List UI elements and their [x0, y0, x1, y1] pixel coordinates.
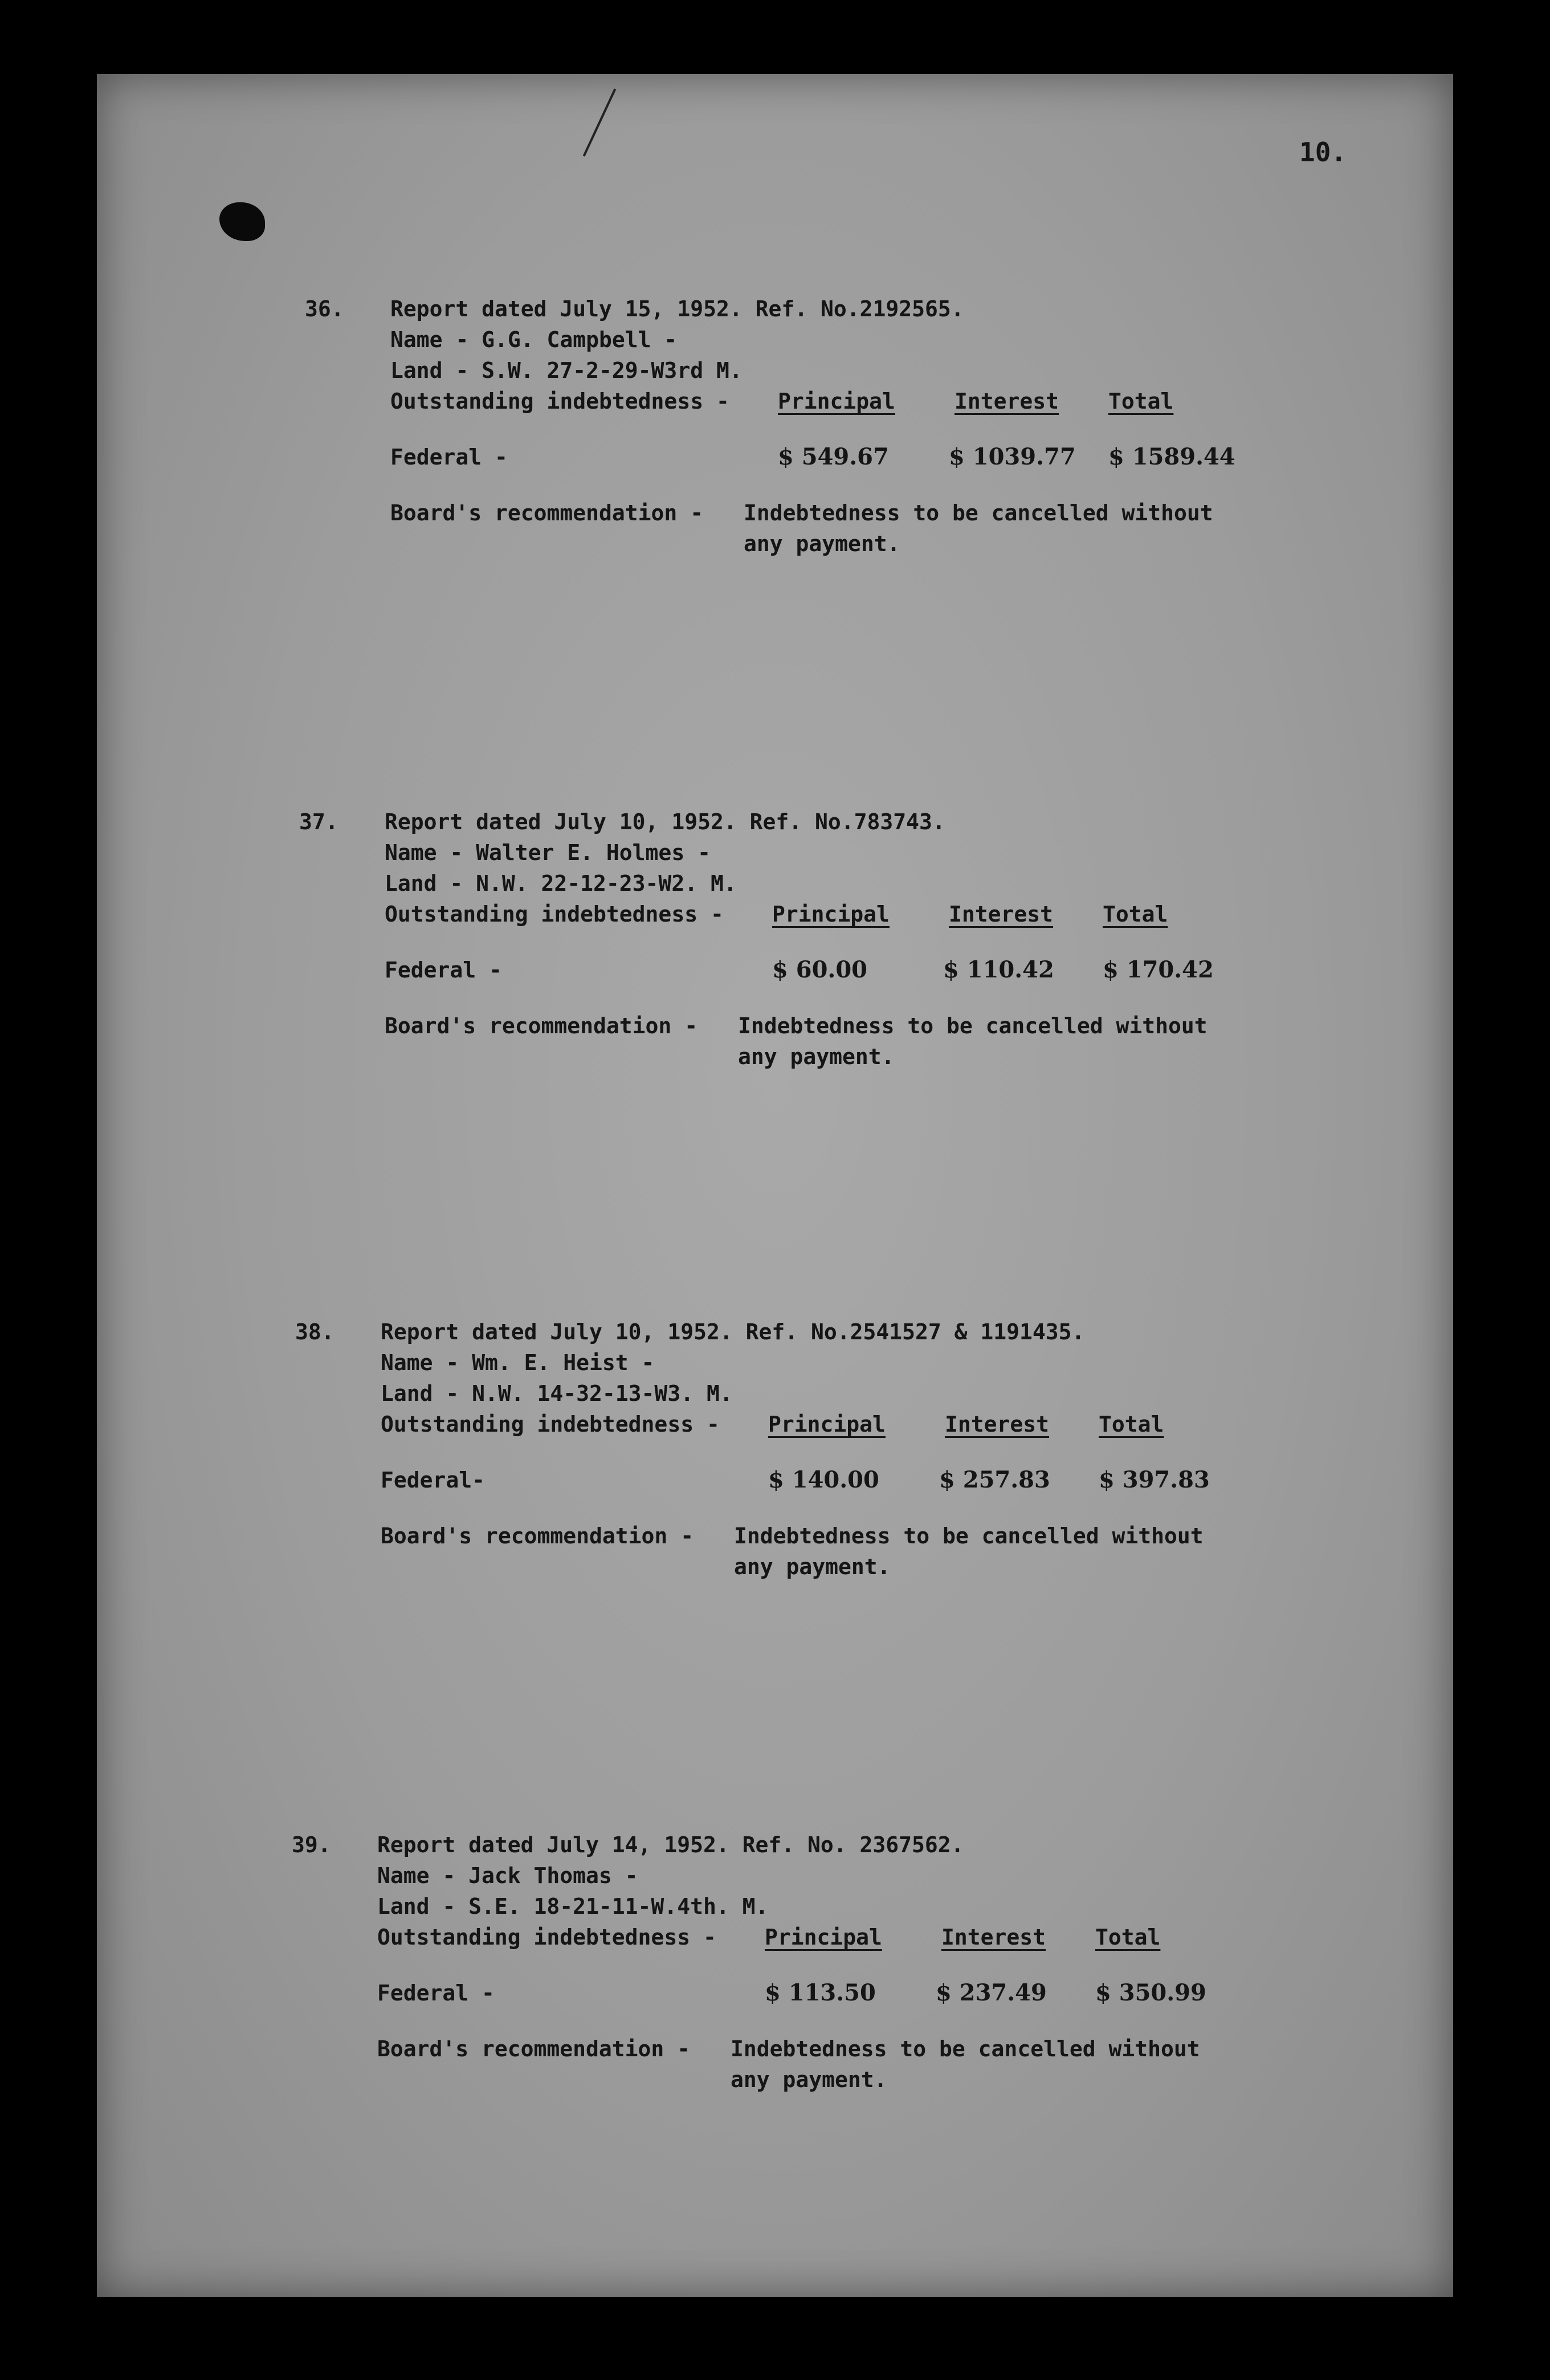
principal-header: Principal [765, 1925, 882, 1950]
recommendation-text-continued: any payment. [738, 1044, 895, 1069]
principal-header: Principal [778, 389, 895, 414]
report-line: Report dated July 15, 1952. Ref. No.2192565. [390, 296, 964, 321]
entry-38 [295, 1317, 1210, 1582]
federal-amounts-row [381, 1465, 1210, 1495]
interest-header: Interest [941, 1925, 1046, 1950]
entry-number: 37. [299, 809, 338, 834]
report-line: Report dated July 14, 1952. Ref. No. 2367562. [377, 1832, 964, 1857]
entry-number: 39. [292, 1832, 331, 1857]
land-line: Land - N.W. 22-12-23-W2. M. [385, 871, 737, 896]
recommendation-text-continued: any payment. [744, 531, 900, 556]
recommendation [390, 498, 1213, 559]
recommendation-text: Indebtedness to be cancelled without [734, 1523, 1204, 1548]
recommendation-text-continued: any payment. [734, 1554, 891, 1579]
report-line: Report dated July 10, 1952. Ref. No.783743. [385, 809, 945, 834]
recommendation-text: Indebtedness to be cancelled without [731, 2036, 1200, 2061]
recommendation-text: Indebtedness to be cancelled without [738, 1013, 1208, 1038]
indebtedness-header-row [390, 386, 1174, 417]
interest-value: $ 237.49 [936, 1979, 1047, 2006]
total-header: Total [1108, 389, 1174, 414]
total-header: Total [1095, 1925, 1161, 1950]
total-value: $ 170.42 [1103, 956, 1214, 983]
principal-header: Principal [772, 902, 890, 927]
federal-amounts-row [377, 1978, 1206, 2008]
report-line: Report dated July 10, 1952. Ref. No.2541527 & 1191435. [381, 1319, 1085, 1344]
entry-37 [299, 806, 1214, 1072]
federal-amounts-row [390, 442, 1235, 472]
indebtedness-header-row [385, 899, 1168, 930]
recommendation [377, 2033, 1200, 2095]
principal-header: Principal [768, 1412, 886, 1437]
principal-value: $ 549.67 [778, 443, 889, 470]
recommendation [385, 1010, 1208, 1072]
recommendation-text: Indebtedness to be cancelled without [744, 500, 1213, 525]
total-value: $ 397.83 [1099, 1466, 1210, 1493]
total-value: $ 350.99 [1095, 1979, 1206, 2006]
federal-label: Federal - [377, 1980, 495, 2006]
recommendation-label: Board's recommendation - [377, 2036, 691, 2061]
name-line: Name - Jack Thomas - [377, 1863, 638, 1888]
recommendation-label: Board's recommendation - [381, 1523, 694, 1548]
principal-value: $ 113.50 [765, 1979, 876, 2006]
indebtedness-header-row [377, 1922, 1161, 1953]
entry-36 [305, 294, 1235, 559]
interest-value: $ 1039.77 [949, 443, 1076, 470]
federal-label: Federal- [381, 1468, 486, 1493]
interest-header: Interest [945, 1412, 1050, 1437]
entry-number: 36. [305, 296, 344, 321]
interest-value: $ 110.42 [943, 956, 1054, 983]
indebtedness-header-row [381, 1409, 1164, 1440]
name-line: Name - Walter E. Holmes - [385, 840, 711, 865]
entry-number: 38. [295, 1319, 335, 1344]
page-number: 10. [1299, 137, 1347, 168]
name-line: Name - Wm. E. Heist - [381, 1350, 655, 1375]
total-header: Total [1099, 1412, 1164, 1437]
recommendation-text-continued: any payment. [731, 2067, 887, 2092]
interest-header: Interest [955, 389, 1059, 414]
outstanding-label: Outstanding indebtedness - [377, 1925, 716, 1950]
outstanding-label: Outstanding indebtedness - [385, 902, 724, 927]
recommendation-label: Board's recommendation - [390, 500, 704, 525]
land-line: Land - N.W. 14-32-13-W3. M. [381, 1381, 733, 1406]
outstanding-label: Outstanding indebtedness - [381, 1412, 720, 1437]
entry-39 [292, 1829, 1206, 2095]
land-line: Land - S.W. 27-2-29-W3rd M. [390, 358, 743, 383]
federal-label: Federal - [390, 445, 508, 470]
interest-header: Interest [949, 902, 1054, 927]
interest-value: $ 257.83 [939, 1466, 1050, 1493]
land-line: Land - S.E. 18-21-11-W.4th. M. [377, 1894, 769, 1919]
principal-value: $ 60.00 [772, 956, 868, 983]
recommendation [381, 1521, 1204, 1582]
principal-value: $ 140.00 [768, 1466, 879, 1493]
outstanding-label: Outstanding indebtedness - [390, 389, 729, 414]
total-value: $ 1589.44 [1108, 443, 1235, 470]
federal-amounts-row [385, 955, 1214, 985]
federal-label: Federal - [385, 957, 502, 983]
recommendation-label: Board's recommendation - [385, 1013, 698, 1038]
total-header: Total [1103, 902, 1168, 927]
name-line: Name - G.G. Campbell - [390, 327, 678, 352]
